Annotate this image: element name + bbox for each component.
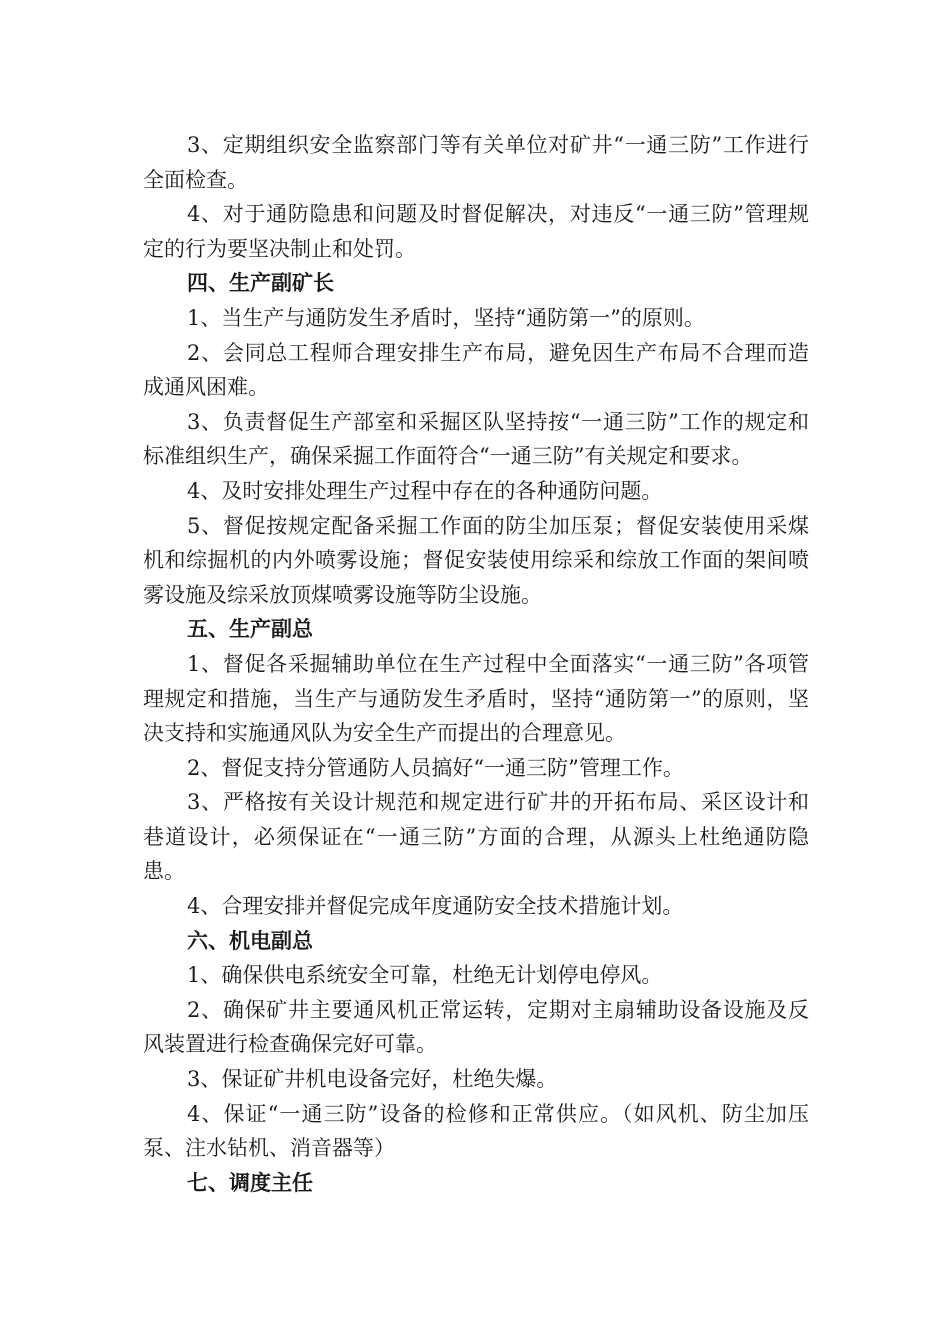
- paragraph-item-2: 2、会同总工程师合理安排生产布局，避免因生产布局不合理而造成通风困难。: [143, 340, 809, 400]
- paragraph-item-4: 4、及时安排处理生产过程中存在的各种通防问题。: [187, 478, 663, 503]
- section-heading-7: 七、调度主任: [187, 1170, 313, 1195]
- paragraph-item-4: 4、合理安排并督促完成年度通防安全技术措施计划。: [187, 894, 684, 919]
- paragraph-item-1: 1、督促各采掘辅助单位在生产过程中全面落实“一通三防”各项管理规定和措施，当生产与通防发生矛盾时，坚持“通防第一”的原则，坚决支持和实施通风队为安全生产而提出的合理意见。: [143, 651, 809, 746]
- paragraph-item-3: 3、保证矿井机电设备完好，杜绝失爆。: [187, 1067, 558, 1092]
- paragraph-item-1: 1、当生产与通防发生矛盾时，坚持“通防第一”的原则。: [187, 305, 705, 330]
- section-heading-5: 五、生产副总: [187, 617, 313, 642]
- paragraph-item-3: 3、定期组织安全监察部门等有关单位对矿井“一通三防”工作进行全面检查。: [143, 133, 809, 192]
- paragraph-item-1: 1、确保供电系统安全可靠，杜绝无计划停电停风。: [187, 963, 663, 988]
- document-body: [143, 128, 809, 1200]
- section-heading-4: 四、生产副矿长: [187, 271, 334, 296]
- paragraph-item-4: 4、对于通防隐患和问题及时督促解决，对违反“一通三防”管理规定的行为要坚决制止和处罚。: [143, 202, 809, 261]
- paragraph-item-5: 5、督促按规定配备采掘工作面的防尘加压泵；督促安装使用采煤机和综掘机的内外喷雾设施；督促安装使用综采和综放工作面的架间喷雾设施及综采放顶煤喷雾设施等防尘设施。: [143, 513, 809, 607]
- section-heading-6: 六、机电副总: [187, 928, 313, 953]
- paragraph-item-3: 3、严格按有关设计规范和规定进行矿井的开拓布局、采区设计和巷道设计，必须保证在“一通三防”方面的合理，从源头上杜绝通防隐患。: [143, 790, 809, 884]
- paragraph-item-3: 3、负责督促生产部室和采掘区队坚持按“一通三防”工作的规定和标准组织生产，确保采掘工作面符合“一通三防”有关规定和要求。: [143, 409, 809, 469]
- paragraph-item-2: 2、督促支持分管通防人员搞好“一通三防”管理工作。: [187, 755, 684, 780]
- paragraph-item-4: 4、保证“一通三防”设备的检修和正常供应。（如风机、防尘加压泵、注水钻机、消音器等）: [143, 1101, 809, 1161]
- paragraph-item-2: 2、确保矿井主要通风机正常运转，定期对主扇辅助设备设施及反风装置进行检查确保完好可靠。: [143, 997, 809, 1057]
